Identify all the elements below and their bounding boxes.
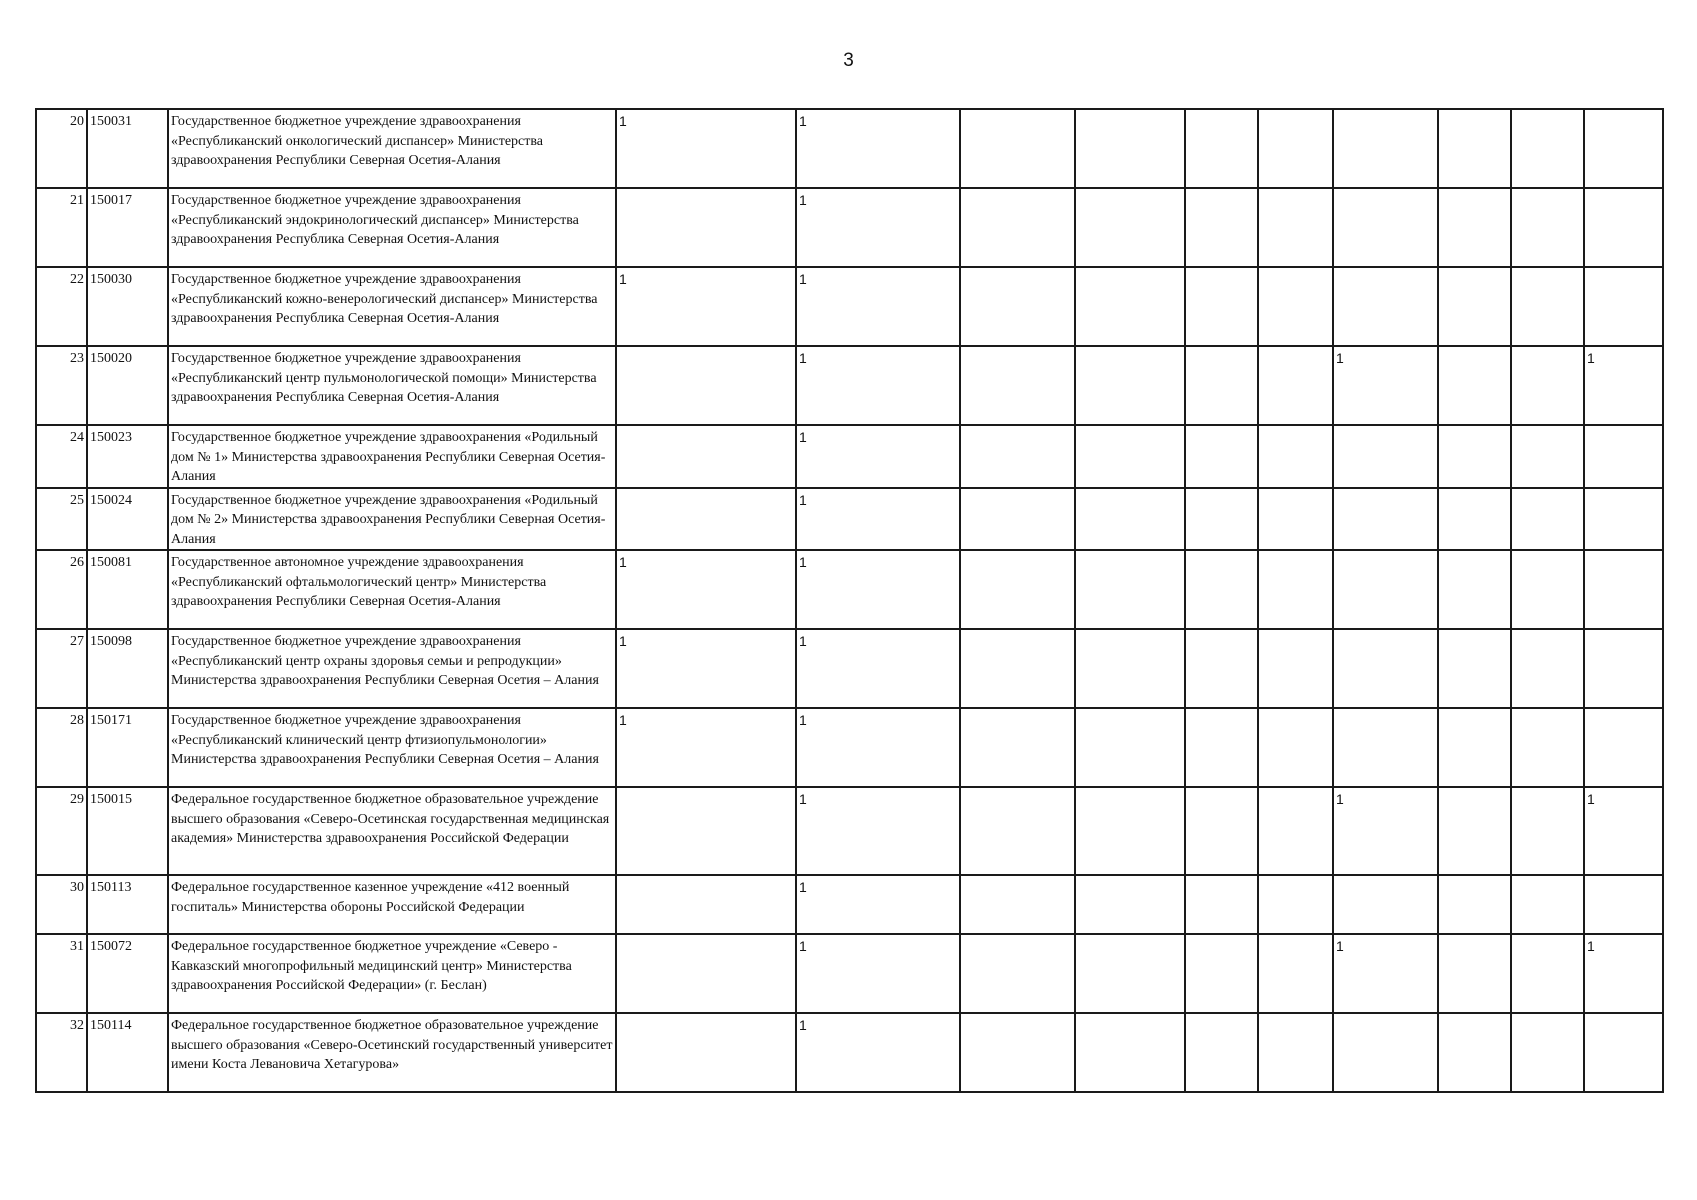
mark-cell: 1 bbox=[616, 708, 796, 787]
facility-name-cell: Федеральное государственное бюджетное учреждение «Северо - Кавказский многопрофильный медицинский центр» Министерства здравоохранения Российской Федерации» (г. Беслан) bbox=[168, 934, 616, 1013]
mark-cell bbox=[616, 1013, 796, 1092]
mark-cell bbox=[960, 425, 1075, 488]
facility-name-cell: Федеральное государственное казенное учреждение «412 военный госпиталь» Министерства обороны Российской Федерации bbox=[168, 875, 616, 934]
mark-cell bbox=[616, 346, 796, 425]
facility-name-cell: Государственное бюджетное учреждение здравоохранения «Республиканский эндокринологический диспансер» Министерства здравоохранения Республика Северная Осетия-Алания bbox=[168, 188, 616, 267]
mark-cell bbox=[1075, 188, 1185, 267]
mark-cell bbox=[616, 787, 796, 875]
row-number-cell: 26 bbox=[36, 550, 87, 629]
mark-cell bbox=[1185, 425, 1258, 488]
mark-cell bbox=[1584, 488, 1663, 551]
row-number-cell: 31 bbox=[36, 934, 87, 1013]
mark-cell bbox=[960, 708, 1075, 787]
mark-cell bbox=[1511, 188, 1584, 267]
mark-cell bbox=[960, 787, 1075, 875]
mark-cell bbox=[1185, 787, 1258, 875]
mark-cell bbox=[1511, 934, 1584, 1013]
mark-cell bbox=[1075, 629, 1185, 708]
mark-cell: 1 bbox=[616, 109, 796, 188]
mark-cell bbox=[960, 875, 1075, 934]
mark-cell: 1 bbox=[1584, 787, 1663, 875]
table-row bbox=[36, 109, 1663, 188]
mark-cell: 1 bbox=[796, 346, 960, 425]
facility-name-cell: Государственное автономное учреждение здравоохранения «Республиканский офтальмологический центр» Министерства здравоохранения Республики Северная Осетия-Алания bbox=[168, 550, 616, 629]
mark-cell bbox=[1075, 787, 1185, 875]
mark-cell bbox=[1584, 629, 1663, 708]
row-number-cell: 22 bbox=[36, 267, 87, 346]
mark-cell bbox=[1438, 708, 1511, 787]
row-number-cell: 20 bbox=[36, 109, 87, 188]
mark-cell bbox=[1511, 550, 1584, 629]
facility-name-cell: Государственное бюджетное учреждение здравоохранения «Республиканский онкологический диспансер» Министерства здравоохранения Республики Северная Осетия-Алания bbox=[168, 109, 616, 188]
mark-cell bbox=[1438, 346, 1511, 425]
mark-cell: 1 bbox=[1333, 346, 1438, 425]
mark-cell bbox=[1185, 109, 1258, 188]
mark-cell bbox=[1258, 109, 1333, 188]
facility-code-cell: 150113 bbox=[87, 875, 168, 934]
mark-cell bbox=[1258, 629, 1333, 708]
mark-cell bbox=[1075, 875, 1185, 934]
facility-name-cell: Федеральное государственное бюджетное образовательное учреждение высшего образования «Северо-Осетинская государственная медицинская академия» Министерства здравоохранения Российской Федерации bbox=[168, 787, 616, 875]
mark-cell bbox=[1333, 708, 1438, 787]
mark-cell bbox=[1438, 1013, 1511, 1092]
row-number-cell: 30 bbox=[36, 875, 87, 934]
mark-cell bbox=[1075, 708, 1185, 787]
mark-cell bbox=[960, 488, 1075, 551]
table-row bbox=[36, 1013, 1663, 1092]
mark-cell bbox=[1185, 1013, 1258, 1092]
mark-cell bbox=[1258, 425, 1333, 488]
facility-code-cell: 150114 bbox=[87, 1013, 168, 1092]
facility-code-cell: 150031 bbox=[87, 109, 168, 188]
mark-cell: 1 bbox=[796, 787, 960, 875]
mark-cell bbox=[1584, 267, 1663, 346]
facility-name-cell: Федеральное государственное бюджетное образовательное учреждение высшего образования «Северо-Осетинский государственный университет имени Коста Левановича Хетагурова» bbox=[168, 1013, 616, 1092]
mark-cell bbox=[1185, 346, 1258, 425]
mark-cell bbox=[1258, 267, 1333, 346]
row-number-cell: 23 bbox=[36, 346, 87, 425]
mark-cell bbox=[1258, 708, 1333, 787]
mark-cell bbox=[1075, 550, 1185, 629]
mark-cell bbox=[1258, 934, 1333, 1013]
mark-cell bbox=[1333, 267, 1438, 346]
mark-cell bbox=[1333, 875, 1438, 934]
mark-cell bbox=[1075, 109, 1185, 188]
mark-cell bbox=[1075, 488, 1185, 551]
mark-cell bbox=[1511, 629, 1584, 708]
facility-code-cell: 150081 bbox=[87, 550, 168, 629]
mark-cell bbox=[1438, 550, 1511, 629]
mark-cell bbox=[1258, 488, 1333, 551]
table-row bbox=[36, 188, 1663, 267]
mark-cell bbox=[1258, 1013, 1333, 1092]
mark-cell bbox=[1584, 109, 1663, 188]
mark-cell bbox=[1185, 708, 1258, 787]
mark-cell bbox=[1333, 550, 1438, 629]
row-number-cell: 21 bbox=[36, 188, 87, 267]
mark-cell bbox=[1258, 787, 1333, 875]
mark-cell bbox=[1438, 875, 1511, 934]
facility-code-cell: 150098 bbox=[87, 629, 168, 708]
row-number-cell: 29 bbox=[36, 787, 87, 875]
mark-cell bbox=[1438, 425, 1511, 488]
table-row bbox=[36, 346, 1663, 425]
mark-cell bbox=[616, 488, 796, 551]
mark-cell bbox=[1185, 875, 1258, 934]
mark-cell bbox=[616, 188, 796, 267]
row-number-cell: 28 bbox=[36, 708, 87, 787]
mark-cell bbox=[1511, 708, 1584, 787]
mark-cell bbox=[1584, 1013, 1663, 1092]
mark-cell bbox=[960, 550, 1075, 629]
mark-cell bbox=[1511, 425, 1584, 488]
facility-name-cell: Государственное бюджетное учреждение здравоохранения «Родильный дом № 1» Министерства здравоохранения Республики Северная Осетия-Алания bbox=[168, 425, 616, 488]
mark-cell: 1 bbox=[796, 188, 960, 267]
mark-cell bbox=[1075, 346, 1185, 425]
mark-cell bbox=[1075, 267, 1185, 346]
table-row bbox=[36, 488, 1663, 551]
facility-name-cell: Государственное бюджетное учреждение здравоохранения «Республиканский клинический центр фтизиопульмонологии» Министерства здравоохранения Республики Северная Осетия – Алания bbox=[168, 708, 616, 787]
facility-code-cell: 150015 bbox=[87, 787, 168, 875]
table-row bbox=[36, 787, 1663, 875]
mark-cell: 1 bbox=[796, 550, 960, 629]
mark-cell bbox=[1333, 109, 1438, 188]
mark-cell bbox=[1333, 629, 1438, 708]
mark-cell bbox=[1258, 550, 1333, 629]
mark-cell: 1 bbox=[796, 629, 960, 708]
facility-name-cell: Государственное бюджетное учреждение здравоохранения «Республиканский центр охраны здоровья семьи и репродукции» Министерства здравоохранения Республики Северная Осетия – Алания bbox=[168, 629, 616, 708]
mark-cell bbox=[1584, 188, 1663, 267]
mark-cell bbox=[960, 934, 1075, 1013]
mark-cell bbox=[1185, 267, 1258, 346]
facility-name-cell: Государственное бюджетное учреждение здравоохранения «Республиканский кожно-венерологический диспансер» Министерства здравоохранения Республика Северная Осетия-Алания bbox=[168, 267, 616, 346]
row-number-cell: 24 bbox=[36, 425, 87, 488]
facility-code-cell: 150072 bbox=[87, 934, 168, 1013]
mark-cell bbox=[1438, 787, 1511, 875]
table-row bbox=[36, 267, 1663, 346]
mark-cell bbox=[1511, 267, 1584, 346]
facility-code-cell: 150171 bbox=[87, 708, 168, 787]
mark-cell: 1 bbox=[616, 267, 796, 346]
mark-cell bbox=[1511, 875, 1584, 934]
mark-cell: 1 bbox=[796, 708, 960, 787]
table-row bbox=[36, 934, 1663, 1013]
mark-cell: 1 bbox=[796, 488, 960, 551]
row-number-cell: 27 bbox=[36, 629, 87, 708]
mark-cell bbox=[1584, 708, 1663, 787]
table-body bbox=[36, 109, 1663, 1092]
facility-name-cell: Государственное бюджетное учреждение здравоохранения «Родильный дом № 2» Министерства здравоохранения Республики Северная Осетия-Алания bbox=[168, 488, 616, 551]
mark-cell: 1 bbox=[796, 109, 960, 188]
mark-cell bbox=[1185, 934, 1258, 1013]
table-row bbox=[36, 629, 1663, 708]
table-row bbox=[36, 708, 1663, 787]
mark-cell bbox=[1511, 787, 1584, 875]
mark-cell: 1 bbox=[616, 629, 796, 708]
mark-cell bbox=[1438, 488, 1511, 551]
mark-cell bbox=[1511, 488, 1584, 551]
mark-cell bbox=[1258, 188, 1333, 267]
mark-cell bbox=[1333, 425, 1438, 488]
mark-cell bbox=[960, 629, 1075, 708]
facilities-table bbox=[35, 108, 1664, 1093]
mark-cell: 1 bbox=[796, 934, 960, 1013]
mark-cell: 1 bbox=[1333, 787, 1438, 875]
mark-cell: 1 bbox=[796, 1013, 960, 1092]
mark-cell bbox=[1258, 346, 1333, 425]
mark-cell bbox=[616, 934, 796, 1013]
mark-cell: 1 bbox=[796, 267, 960, 346]
facility-code-cell: 150017 bbox=[87, 188, 168, 267]
mark-cell bbox=[1511, 346, 1584, 425]
mark-cell bbox=[960, 346, 1075, 425]
mark-cell bbox=[1075, 425, 1185, 488]
mark-cell bbox=[960, 109, 1075, 188]
mark-cell bbox=[1511, 109, 1584, 188]
facility-code-cell: 150030 bbox=[87, 267, 168, 346]
mark-cell bbox=[1438, 934, 1511, 1013]
mark-cell bbox=[1438, 188, 1511, 267]
facility-code-cell: 150023 bbox=[87, 425, 168, 488]
mark-cell bbox=[616, 875, 796, 934]
mark-cell bbox=[1584, 425, 1663, 488]
mark-cell bbox=[960, 188, 1075, 267]
mark-cell bbox=[1075, 1013, 1185, 1092]
mark-cell bbox=[1333, 488, 1438, 551]
row-number-cell: 32 bbox=[36, 1013, 87, 1092]
facility-code-cell: 150024 bbox=[87, 488, 168, 551]
mark-cell bbox=[1333, 188, 1438, 267]
mark-cell: 1 bbox=[616, 550, 796, 629]
page-number: 3 bbox=[843, 50, 854, 71]
mark-cell: 1 bbox=[1584, 934, 1663, 1013]
mark-cell bbox=[960, 1013, 1075, 1092]
mark-cell bbox=[1438, 629, 1511, 708]
mark-cell bbox=[1185, 550, 1258, 629]
mark-cell: 1 bbox=[796, 875, 960, 934]
mark-cell: 1 bbox=[1584, 346, 1663, 425]
mark-cell bbox=[1075, 934, 1185, 1013]
mark-cell bbox=[1185, 629, 1258, 708]
mark-cell: 1 bbox=[796, 425, 960, 488]
table-row bbox=[36, 550, 1663, 629]
mark-cell bbox=[1511, 1013, 1584, 1092]
mark-cell bbox=[1185, 188, 1258, 267]
table-row bbox=[36, 425, 1663, 488]
facility-name-cell: Государственное бюджетное учреждение здравоохранения «Республиканский центр пульмонологической помощи» Министерства здравоохранения Республика Северная Осетия-Алания bbox=[168, 346, 616, 425]
mark-cell bbox=[960, 267, 1075, 346]
mark-cell: 1 bbox=[1333, 934, 1438, 1013]
mark-cell bbox=[1438, 267, 1511, 346]
mark-cell bbox=[616, 425, 796, 488]
mark-cell bbox=[1333, 1013, 1438, 1092]
mark-cell bbox=[1185, 488, 1258, 551]
facility-code-cell: 150020 bbox=[87, 346, 168, 425]
table-row bbox=[36, 875, 1663, 934]
mark-cell bbox=[1584, 875, 1663, 934]
row-number-cell: 25 bbox=[36, 488, 87, 551]
mark-cell bbox=[1584, 550, 1663, 629]
mark-cell bbox=[1438, 109, 1511, 188]
mark-cell bbox=[1258, 875, 1333, 934]
